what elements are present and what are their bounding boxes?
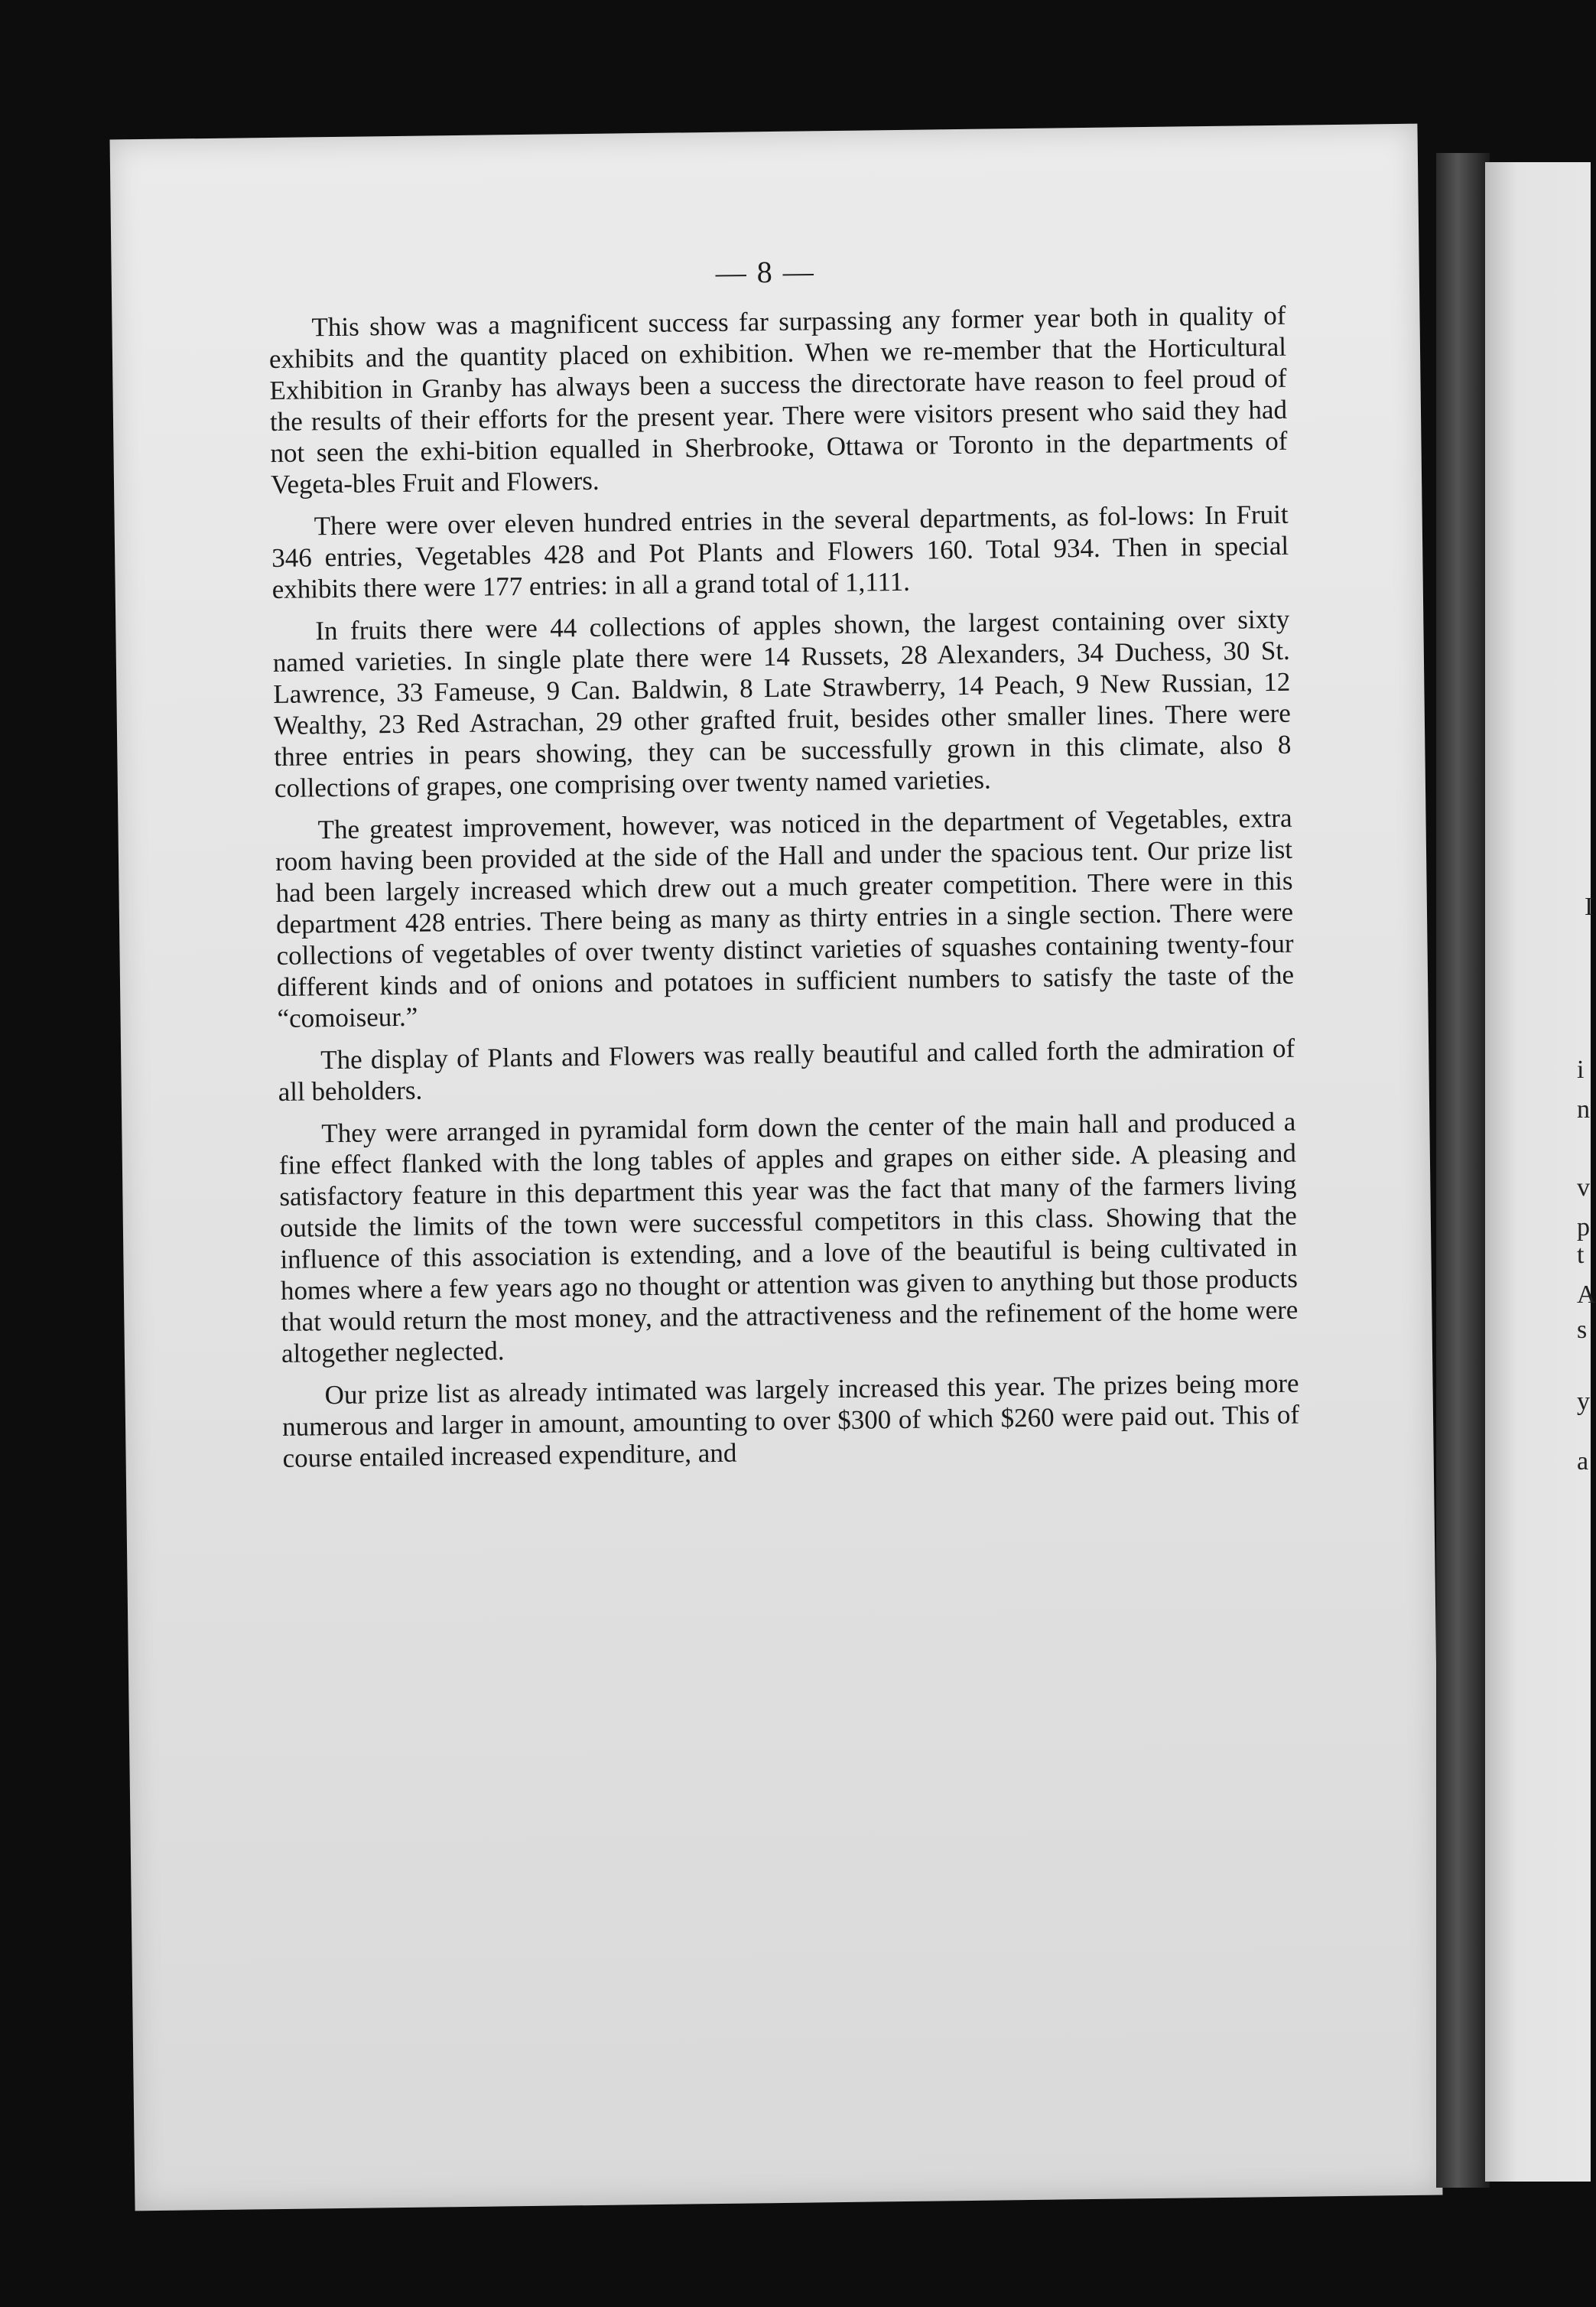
paragraph: The display of Plants and Flowers was really beautiful and called forth the admiration of all beholders. xyxy=(278,1033,1295,1107)
facing-page-fragment: t xyxy=(1577,1241,1585,1269)
page-number: — 8 — xyxy=(715,254,815,290)
facing-page-fragment: s xyxy=(1577,1316,1588,1344)
facing-page-fragment: i xyxy=(1577,1056,1585,1084)
facing-page-fragment: p xyxy=(1577,1213,1590,1241)
facing-page-fragment: a xyxy=(1577,1447,1589,1476)
paragraph: In fruits there were 44 collections of apples shown, the largest containing over sixty named varieties. In single plate there were 14 Russets, 28 Alexanders, 34 Duchess, 30 St. Lawrence, 33 Fameuse, 9 Can. Baldwin, 8 Late Strawberry, 14 Peach, 9 New Russian, 12 Wealthy, 23 Red Astrachan, 29 other grafted fruit, besides other smaller lines. There were three entries in pears showing, they can be successfully grown in this climate, also 8 collections of grapes, one comprising over twenty named varieties. xyxy=(272,604,1292,803)
paragraph: The greatest improvement, however, was noticed in the department of Vegetables, extra room having been provided at the side of the Hall and under the spacious tent. Our prize list had been largely increased which drew out a much greater competition. There were in this department 428 entries. There being as many as thirty entries in a single section. There were collections of vegetables of over twenty distinct varieties of squashes containing twenty-four different kinds and of onions and potatoes in sufficient numbers to satisfy the taste of the “comoiseur.” xyxy=(275,802,1295,1033)
facing-page xyxy=(1485,162,1596,2182)
document-page xyxy=(110,124,1443,2211)
facing-page-fragment: n xyxy=(1577,1095,1590,1124)
facing-page-fragment: v xyxy=(1577,1173,1590,1202)
paragraph: This show was a magnificent success far surpassing any former year both in quality of exhibits and the quantity placed on exhibition. When we re-member that the Horticultural Exhibition in Granby has always been a success the directorate have reason to feel proud of the results of their efforts for the present year. There were visitors present who said they had not seen the exhi-bition equalled in Sherbrooke, Ottawa or Toronto in the departments of Vegeta-bles Fruit and Flowers. xyxy=(268,300,1288,500)
paragraph: They were arranged in pyramidal form down the center of the main hall and produced a fine effect flanked with the long tables of apples and grapes on either side. A pleasing and satisfactory feature in this department this year was the fact that many of the farmers living outside the limits of the town were successful competitors in this class. Showing that the influence of this association is extending, and a love of the beautiful is being cultivated in homes where a few years ago no thought or attention was given to anything but those products that would return the most money, and the attractiveness and the refinement of the home were altogether neglected. xyxy=(278,1106,1299,1368)
facing-page-fragment: A xyxy=(1577,1280,1596,1309)
book-gutter xyxy=(1436,153,1490,2188)
facing-page-fragment: I xyxy=(1585,893,1594,921)
facing-page-fragment: y xyxy=(1577,1388,1590,1416)
paragraph: Our prize list as already intimated was largely increased this year. The prizes being more numerous and larger in amount, amounting to over $300 of which $260 were paid out. This of course entailed increased expenditure, and xyxy=(281,1368,1300,1473)
paragraph: There were over eleven hundred entries in the several departments, as fol-lows: In Fruit 346 entries, Vegetables 428 and Pot Plants and Flowers 160. Total 934. Then in special exhibits there were 177 entries: in all a grand total of 1,111. xyxy=(271,499,1289,604)
body-text xyxy=(268,300,1300,1485)
